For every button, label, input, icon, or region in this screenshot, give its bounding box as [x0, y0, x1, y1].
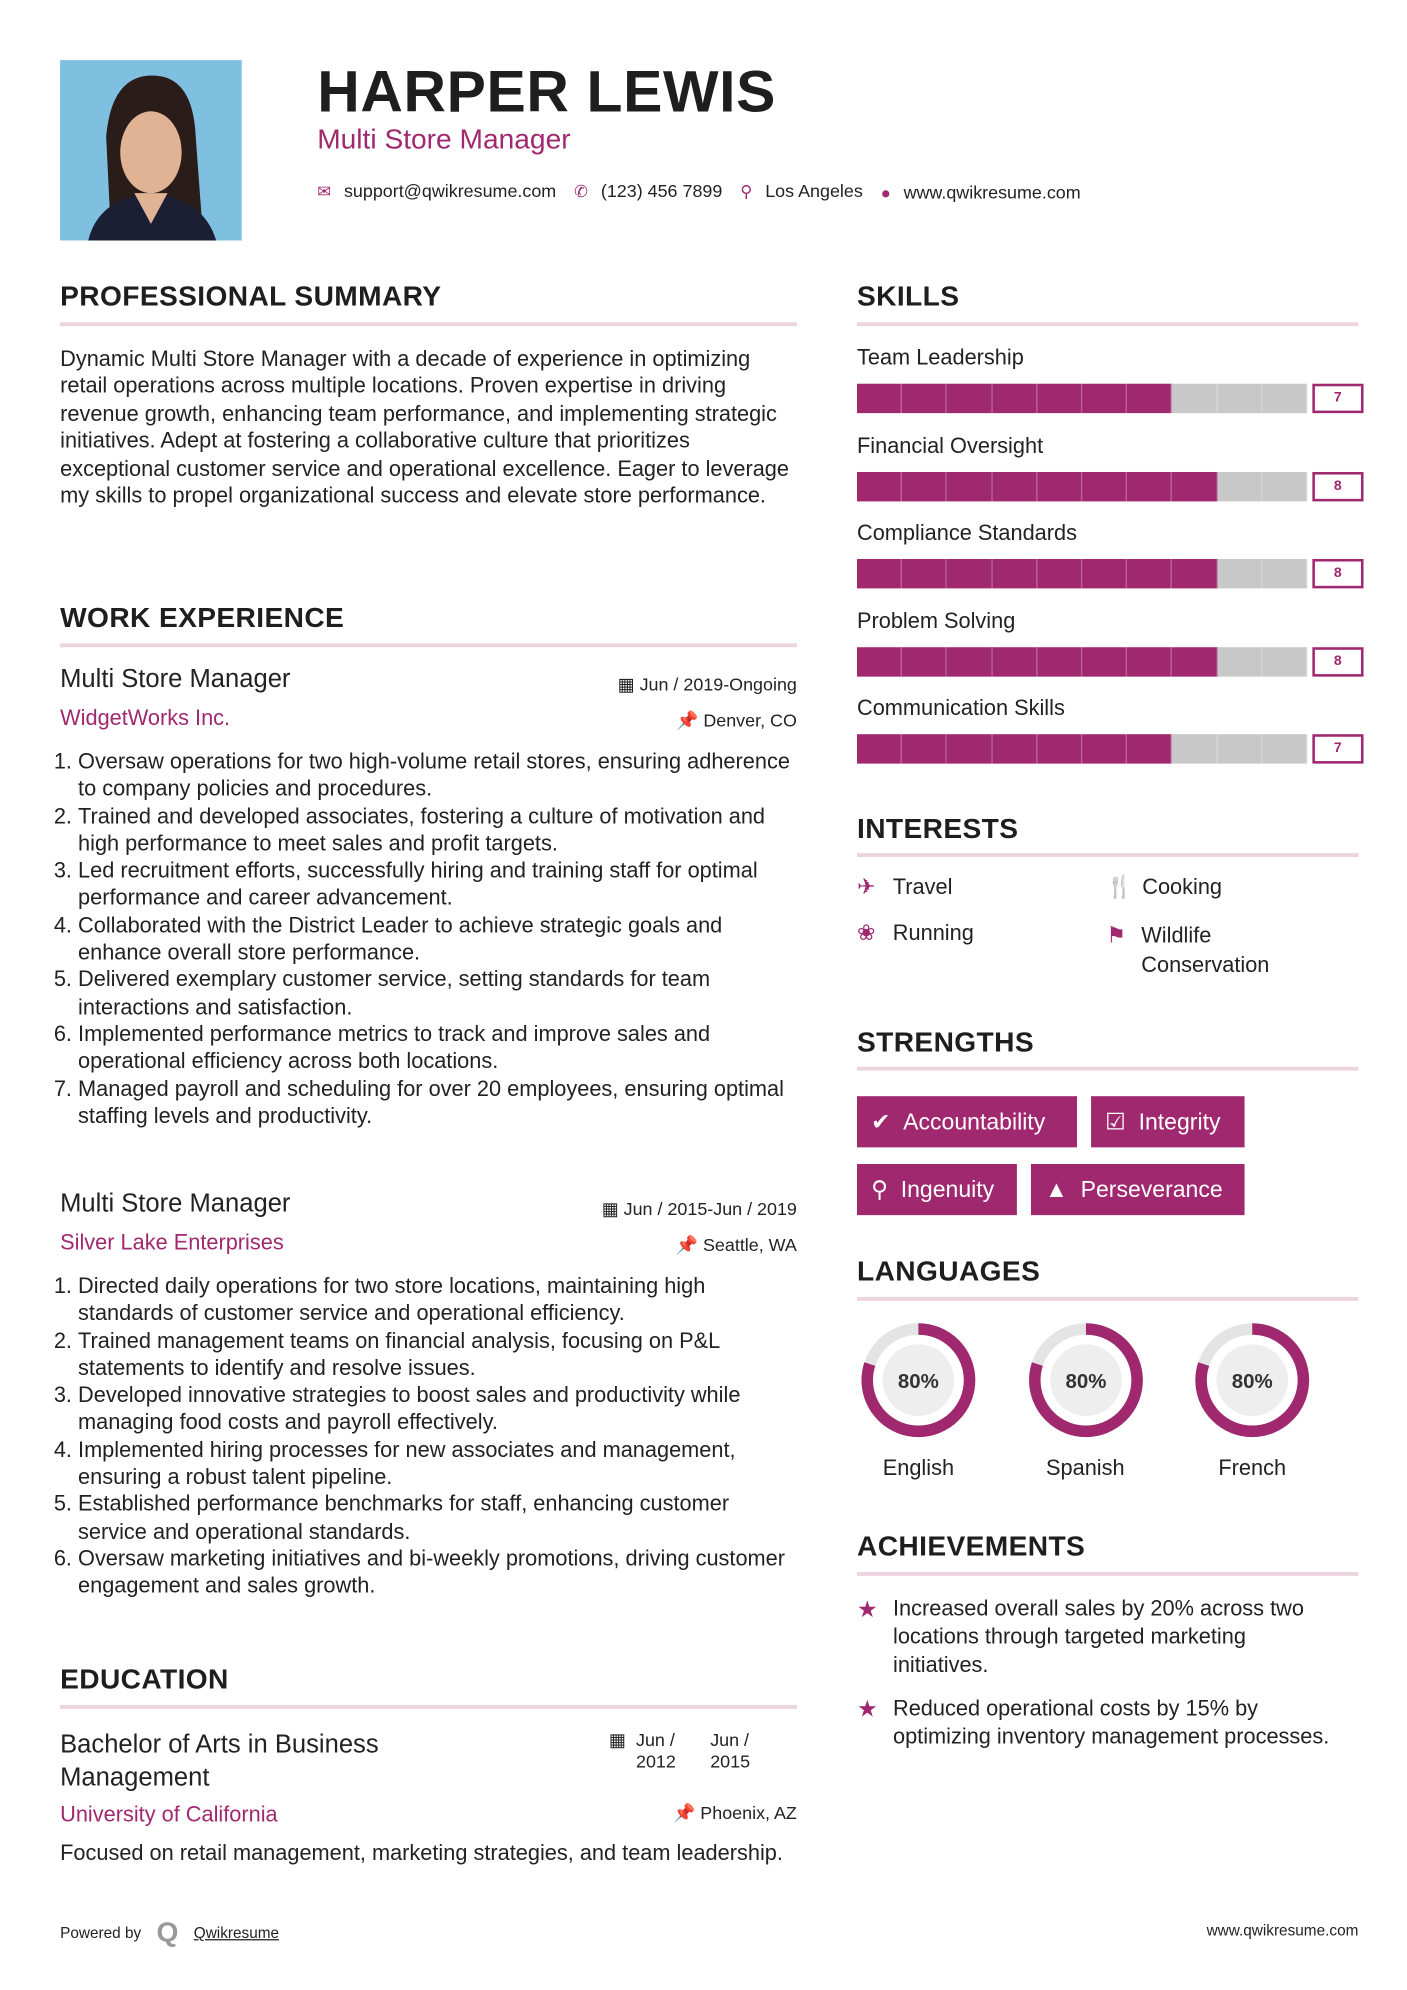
- divider: [857, 1067, 1358, 1071]
- check-square-icon: ☑: [1105, 1108, 1126, 1135]
- skill-bar-segment: [947, 734, 992, 763]
- calendar-icon: ▦: [608, 1729, 626, 1750]
- skill-name: Team Leadership: [856, 345, 1024, 370]
- language-ring: [856, 1317, 981, 1442]
- job-location: [676, 710, 797, 732]
- job-duty: 5. Established performance benchmarks for staff, enhancing customer service and operational standards.: [78, 1491, 797, 1545]
- website-link[interactable]: www.qwikresume.com: [903, 180, 1081, 202]
- qwikresume-logo-icon: Q: [156, 1916, 179, 1949]
- skill-bar-segment: [902, 559, 947, 588]
- skill-bar-segment: [1037, 734, 1082, 763]
- education-end: Jun / 2015: [710, 1729, 751, 1772]
- job-duty: 7. Managed payroll and scheduling for over 20 employees, ensuring optimal staffing levels and productivity.: [78, 1075, 797, 1129]
- skill-bar-segment: [857, 471, 902, 500]
- location-text: Los Angeles: [765, 180, 863, 201]
- language-item: [1188, 1317, 1316, 1481]
- skill-bar-segment: [1262, 647, 1307, 676]
- skills-heading: SKILLS: [856, 280, 960, 313]
- education-location: [673, 1802, 797, 1824]
- education-start: Jun / 2012: [636, 1729, 676, 1772]
- skill-bar-segment: [1127, 559, 1172, 588]
- interest-label: Cooking: [1142, 874, 1223, 900]
- strength-perseverance: [1031, 1164, 1245, 1215]
- brand-link[interactable]: Qwikresume: [193, 1923, 280, 1942]
- education-text: Focused on retail management, marketing strategies, and team leadership.: [60, 1840, 783, 1865]
- achievement-text: Increased overall sales by 20% across two locations through targeted marketing initiatives.: [892, 1596, 1304, 1677]
- language-percent: 80%: [897, 1369, 939, 1393]
- skill-level: 8: [1312, 559, 1363, 588]
- skill-bar-segment: [1082, 559, 1127, 588]
- strength-label: Perseverance: [1080, 1176, 1223, 1203]
- phone-icon: ✆: [574, 181, 589, 201]
- skill-bar-segment: [1082, 734, 1127, 763]
- divider: [60, 643, 797, 647]
- skill-bar-segment: [1172, 471, 1217, 500]
- interest-label: Running: [892, 920, 974, 946]
- job-duty: 1. Directed daily operations for two store locations, maintaining high standards of customer service and operational efficiency.: [78, 1273, 797, 1327]
- skill-bar-segment: [1037, 384, 1082, 413]
- interest-wildlife: [1106, 921, 1311, 980]
- footer-powered: [60, 1916, 279, 1949]
- job-duty: 4. Implemented hiring processes for new associates and management, ensuring a robust talent pipeline.: [78, 1436, 797, 1490]
- school-name: University of California: [60, 1802, 278, 1827]
- road-icon: ▲: [1045, 1176, 1068, 1203]
- interests-heading: INTERESTS: [856, 812, 1019, 845]
- divider: [857, 1297, 1358, 1301]
- skill-bar-segment: [1262, 559, 1307, 588]
- skill-bar-segment: [1037, 559, 1082, 588]
- language-ring: [1190, 1317, 1315, 1442]
- skill-bar-segment: [947, 384, 992, 413]
- job-duty: 2. Trained management teams on financial analysis, focusing on P&L statements to identify and resolve issues.: [78, 1327, 797, 1381]
- contact-bar: [317, 180, 1080, 202]
- education-location-text: Phoenix, AZ: [700, 1802, 797, 1823]
- skill-bar-segment: [1172, 734, 1217, 763]
- paw-icon: ❀: [856, 920, 876, 946]
- skill-bar-segment: [1172, 559, 1217, 588]
- job-location-text: Seattle, WA: [702, 1234, 797, 1255]
- skill-bar: [857, 471, 1363, 500]
- skill-bar-segment: [902, 647, 947, 676]
- skill-bar-segment: [992, 471, 1037, 500]
- divider: [60, 1705, 797, 1709]
- skill-bar-segment: [1262, 384, 1307, 413]
- skill-bar: [857, 734, 1363, 763]
- job-duty: 2. Trained and developed associates, fostering a culture of motivation and high performance to meet sales and profit targets.: [78, 803, 797, 857]
- strength-label: Accountability: [903, 1108, 1046, 1135]
- job-duties-list: [60, 748, 797, 1129]
- company-name: WidgetWorks Inc.: [60, 706, 231, 731]
- achievements-heading: ACHIEVEMENTS: [856, 1529, 1086, 1562]
- skill-bar-segment: [1217, 734, 1262, 763]
- strength-accountability: [857, 1096, 1077, 1147]
- pin-icon: 📌: [676, 709, 704, 731]
- skill-bar-segment: [1172, 384, 1217, 413]
- skill-bar-segment: [947, 471, 992, 500]
- language-item: [854, 1317, 982, 1481]
- skill-bar-segment: [1217, 559, 1262, 588]
- divider: [60, 322, 797, 326]
- language-name: English: [882, 1455, 955, 1480]
- strength-integrity: [1091, 1096, 1244, 1147]
- skill-bar-segment: [902, 384, 947, 413]
- skill-bar-segment: [902, 471, 947, 500]
- job-duty: 3. Developed innovative strategies to boost sales and productivity while managing food costs and payroll effectively.: [78, 1382, 797, 1436]
- divider: [857, 1572, 1358, 1576]
- globe-icon: ●: [880, 182, 891, 202]
- skill-bar-segment: [992, 734, 1037, 763]
- skill-bar-segment: [1262, 734, 1307, 763]
- job-duty: 6. Oversaw marketing initiatives and bi-weekly promotions, driving customer engagement and sales growth.: [78, 1545, 797, 1599]
- skill-bar-segment: [1262, 471, 1307, 500]
- company-name: Silver Lake Enterprises: [60, 1230, 284, 1255]
- lightbulb-icon: ⚲: [871, 1176, 888, 1203]
- skill-bar-segment: [902, 734, 947, 763]
- job-duty: 5. Delivered exemplary customer service, setting standards for team interactions and satisfaction.: [78, 966, 797, 1020]
- achievement-text: Reduced operational costs by 15% by optimizing inventory management processes.: [892, 1696, 1330, 1749]
- skill-level: 8: [1312, 471, 1363, 500]
- calendar-icon: ▦: [601, 1198, 624, 1219]
- skill-name: Financial Oversight: [856, 432, 1044, 458]
- skill-name: Communication Skills: [856, 695, 1065, 721]
- powered-by-text: Powered by: [60, 1923, 142, 1942]
- skill-level: 8: [1312, 647, 1363, 676]
- skill-bar-segment: [1037, 647, 1082, 676]
- job-date: [602, 1199, 797, 1221]
- envelope-icon: ✉: [317, 181, 332, 201]
- skill-bar-segment: [857, 647, 902, 676]
- candidate-title: Multi Store Manager: [317, 122, 571, 155]
- job-duty: 1. Oversaw operations for two high-volume retail stores, ensuring adherence to company policies and procedures.: [78, 748, 797, 802]
- achievement-item: [857, 1695, 1343, 1751]
- skill-bar-segment: [992, 384, 1037, 413]
- skill-bar-segment: [1217, 471, 1262, 500]
- language-item: [1021, 1317, 1149, 1481]
- skill-level: 7: [1312, 384, 1363, 413]
- skill-bar-segment: [1127, 734, 1172, 763]
- degree-title: Bachelor of Arts in Business Management: [60, 1730, 379, 1793]
- star-icon: ★: [856, 1696, 878, 1722]
- language-ring: [1023, 1317, 1148, 1442]
- job-duty: 3. Led recruitment efforts, successfully hiring and training staff for optimal performance and career advancement.: [78, 857, 797, 911]
- summary-heading: PROFESSIONAL SUMMARY: [60, 280, 442, 313]
- map-pin-icon: ⚲: [740, 181, 753, 201]
- flag-icon: ⚑: [1106, 923, 1126, 948]
- skill-bar: [857, 384, 1363, 413]
- job-location: [676, 1234, 797, 1256]
- job-date-text: Jun / 2019-Ongoing: [639, 674, 797, 695]
- job-title: Multi Store Manager: [60, 665, 291, 694]
- education-dates: [609, 1729, 787, 1772]
- skill-bar-segment: [857, 384, 902, 413]
- utensils-icon: 🍴: [1106, 874, 1134, 900]
- skill-bar-segment: [1127, 647, 1172, 676]
- skill-bar-segment: [1082, 471, 1127, 500]
- achievement-item: [857, 1595, 1343, 1679]
- skill-bar-segment: [857, 559, 902, 588]
- interest-label: Wildlife Conservation: [1141, 923, 1270, 978]
- email-link[interactable]: support@qwikresume.com: [343, 180, 557, 201]
- skill-level: 7: [1312, 734, 1363, 763]
- check-circle-icon: ✔: [871, 1108, 891, 1135]
- skill-bar-segment: [1127, 471, 1172, 500]
- pin-icon: 📌: [673, 1802, 701, 1823]
- job-duty: 6. Implemented performance metrics to track and improve sales and operational efficiency across both locations.: [78, 1021, 797, 1075]
- interest-running: [857, 921, 974, 947]
- star-icon: ★: [856, 1596, 878, 1622]
- skill-bar-segment: [857, 734, 902, 763]
- skill-bar-segment: [1172, 647, 1217, 676]
- divider: [857, 853, 1358, 857]
- strength-label: Integrity: [1138, 1108, 1221, 1135]
- skill-name: Problem Solving: [856, 608, 1016, 633]
- calendar-icon: ▦: [617, 674, 640, 695]
- skill-bar-segment: [1037, 471, 1082, 500]
- language-name: Spanish: [1046, 1455, 1125, 1480]
- job-title: Multi Store Manager: [60, 1189, 291, 1218]
- education-heading: EDUCATION: [60, 1662, 229, 1695]
- interest-label: Travel: [892, 874, 953, 900]
- language-name: French: [1218, 1455, 1287, 1480]
- summary-text: Dynamic Multi Store Manager with a decade of experience in optimizing retail operations across multiple locations. Proven expertise in driving revenue growth, enhancing team performance, and implementing strategic initiatives. Adept at fostering a collaborative culture that prioritizes exceptional customer service and operational excellence. Eager to leverage my skills to propel organizational success and elevate store performance.: [60, 346, 790, 508]
- plane-icon: ✈: [856, 874, 876, 900]
- job-location-text: Denver, CO: [703, 709, 797, 731]
- pin-icon: 📌: [675, 1234, 703, 1255]
- interest-travel: [857, 875, 952, 901]
- skill-name: Compliance Standards: [856, 520, 1077, 545]
- skill-bar: [857, 559, 1363, 588]
- phone-text: (123) 456 7899: [600, 180, 723, 201]
- job-date: [618, 674, 797, 696]
- skill-bar-segment: [1217, 384, 1262, 413]
- skill-bar-segment: [947, 647, 992, 676]
- job-duties-list: [60, 1273, 797, 1600]
- candidate-name: HARPER LEWIS: [317, 57, 777, 125]
- job-date-text: Jun / 2015-Jun / 2019: [623, 1198, 797, 1219]
- skill-bar-segment: [992, 559, 1037, 588]
- skill-bar-segment: [1127, 384, 1172, 413]
- divider: [857, 322, 1358, 326]
- experience-heading: WORK EXPERIENCE: [60, 601, 345, 634]
- strengths-heading: STRENGTHS: [856, 1025, 1034, 1058]
- skill-bar-segment: [1082, 647, 1127, 676]
- interest-cooking: [1106, 875, 1222, 901]
- skill-bar-segment: [992, 647, 1037, 676]
- footer-site-link[interactable]: www.qwikresume.com: [1206, 1921, 1359, 1940]
- skill-bar-segment: [1217, 647, 1262, 676]
- strength-label: Ingenuity: [900, 1176, 995, 1203]
- languages-heading: LANGUAGES: [856, 1254, 1041, 1287]
- skill-bar-segment: [947, 559, 992, 588]
- profile-photo: [60, 60, 242, 240]
- job-duty: 4. Collaborated with the District Leader to achieve strategic goals and enhance overall store performance.: [78, 912, 797, 966]
- strength-ingenuity: [857, 1164, 1017, 1215]
- skill-bar: [857, 647, 1363, 676]
- skill-bar-segment: [1082, 384, 1127, 413]
- language-percent: 80%: [1231, 1369, 1273, 1393]
- language-percent: 80%: [1064, 1369, 1106, 1393]
